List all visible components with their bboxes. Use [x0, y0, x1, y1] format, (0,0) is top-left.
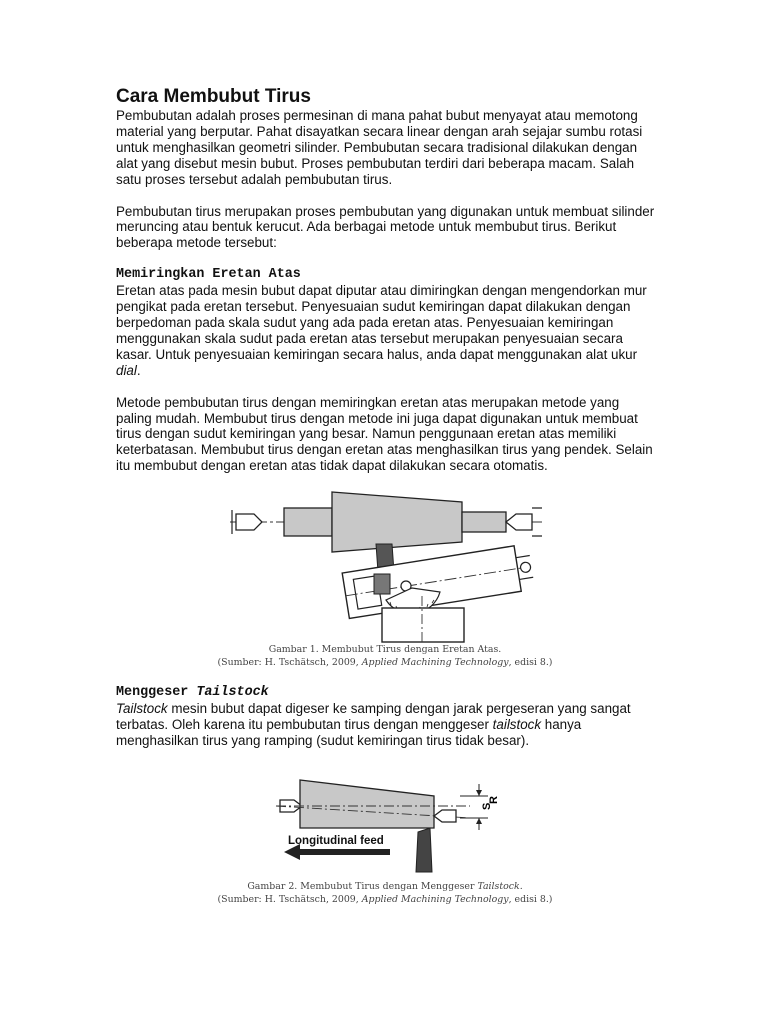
section1-paragraph-1-end: . — [136, 362, 141, 378]
section1-heading: Memiringkan Eretan Atas — [116, 267, 301, 283]
figure-2-tailstock-offset-diagram — [274, 774, 500, 874]
section2-paragraph-1-italic-b: tailstock — [492, 716, 542, 732]
section1-paragraph-2: Metode pembubutan tirus dengan memiringkan eretan atas merupakan metode yang paling mudah. Membubut tirus dengan metode ini juga dapat digunakan untuk membuat tirus dengan sudut kemiringan yang besar. Namun penggunaan eretan atas memiliki keterbatasan. Membubut tirus dengan eretan atas menghasilkan tirus yang pendek. Selain itu membubut dengan eretan atas tidak dapat dilakukan secara otomatis. — [116, 394, 653, 474]
page-title: Cara Membubut Tirus — [116, 86, 311, 107]
section2-paragraph-1-italic-a: Tailstock — [116, 700, 168, 716]
section2-paragraph-1 — [116, 701, 656, 749]
figure-1-caption — [130, 643, 640, 669]
section2-heading-text: Menggeser — [116, 685, 197, 700]
section2-block — [116, 685, 656, 749]
figure-2-caption-text: Gambar 2. Membubut Tirus dengan Menggeser — [247, 881, 478, 892]
figure-2-caption-book: Applied Machining Technology — [361, 894, 509, 905]
figure-1-caption-line-2 — [130, 656, 640, 669]
section2-paragraph-1-text-a: mesin bubut dapat digeser ke samping dengan jarak pergeseran yang sangat terbatas. Oleh karena itu pembubutan tirus dengan menggeser — [116, 700, 631, 732]
figure-1-compound-rest-diagram — [226, 488, 546, 644]
section2-heading — [116, 685, 656, 701]
intro-paragraph-2: Pembubutan tirus merupakan proses pembubutan yang digunakan untuk membuat silinder meruncing atau bentuk kerucut. Ada berbagai metode untuk membubut tirus. Berikut beberapa metode tersebut: — [116, 203, 655, 251]
figure-2-caption-line-1 — [130, 880, 640, 893]
figure-2-caption — [130, 880, 640, 906]
figure-2-caption-period: . — [519, 881, 523, 892]
figure-1-caption-book: Applied Machining Technology — [361, 657, 509, 668]
offset-dimension-subscript: R — [488, 796, 500, 804]
document-page — [116, 86, 656, 474]
figure-1-caption-edition: , edisi 8.) — [508, 657, 553, 668]
offset-dimension-label: S — [481, 802, 493, 810]
section1-paragraph-1 — [116, 283, 656, 378]
section1-paragraph-1-text: Eretan atas pada mesin bubut dapat diputar atau dimiringkan dengan mengendorkan mur pengikat pada eretan tersebut. Penyesuaian sudut kemiringan dapat dilakukan dengan berpedoman pada skala sudut yang ada pada eretan atas. Penyesuaian kemiringan menggunakan skala sudut pada eretan atas tersebut merupakan penyesuaian secara kasar. Untuk penyesuaian kemiringan secara halus, anda dapat menggunakan alat ukur — [116, 283, 647, 362]
figure-2-caption-edition: , edisi 8.) — [508, 894, 553, 905]
figure-2-caption-line-2 — [130, 893, 640, 906]
figure-1-caption-line-1: Gambar 1. Membubut Tirus dengan Eretan Atas. — [268, 644, 502, 655]
section2-heading-italic: Tailstock — [196, 685, 269, 700]
section1-paragraph-1-italic: dial — [116, 362, 137, 378]
figure-2-caption-source: (Sumber: H. Tschätsch, 2009, — [217, 894, 362, 905]
longitudinal-feed-label: Longitudinal feed — [288, 835, 384, 847]
intro-paragraph-1: Pembubutan adalah proses permesinan di mana pahat bubut menyayat atau memotong material yang berputar. Pahat disayatkan secara linear dengan arah sejajar sumbu rotasi untuk menghasilkan geometri silinder. Pembubutan secara tradisional dilakukan dengan alat yang disebut mesin bubut. Proses pembubutan terdiri dari beberapa macam. Salah satu proses tersebut adalah pembubutan tirus. — [116, 108, 643, 187]
section2-paragraph-1-text-b: hanya menghasilkan tirus yang ramping (sudut kemiringan tirus tidak besar). — [116, 716, 582, 748]
figure-1-caption-source: (Sumber: H. Tschätsch, 2009, — [217, 657, 362, 668]
figure-2-caption-italic: Tailstock — [477, 881, 520, 892]
